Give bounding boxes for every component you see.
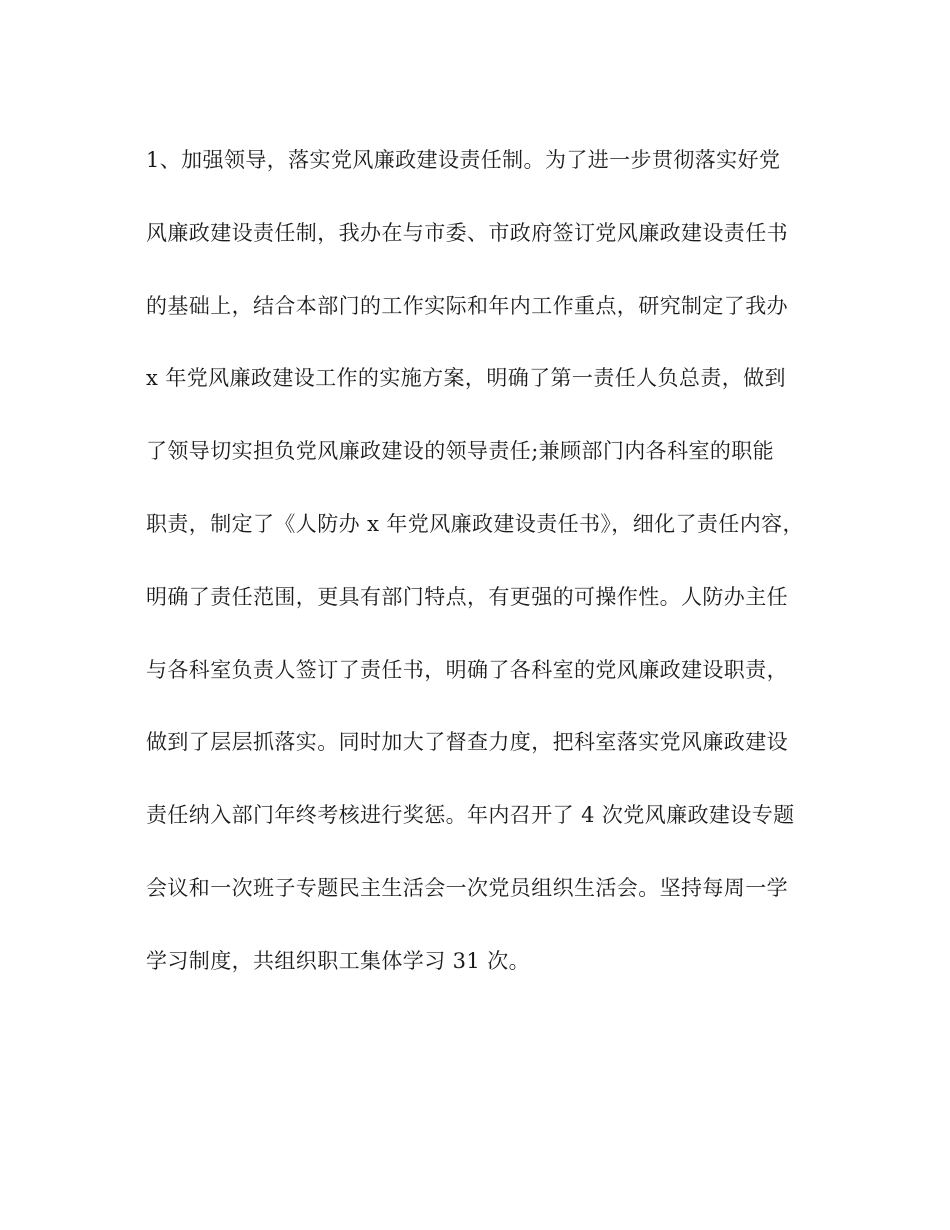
paragraph-line-4: x 年党风廉政建设工作的实施方案，明确了第一责任人负总责，做到 xyxy=(146,366,786,391)
paragraph-line-5: 了领导切实担负党风廉政建设的领导责任;兼顾部门内各科室的职能 xyxy=(146,439,775,464)
paragraph-line-9: 做到了层层抓落实。同时加大了督查力度，把科室落实党风廉政建设 xyxy=(146,730,788,755)
paragraph-line-3: 的基础上，结合本部门的工作实际和年内工作重点，研究制定了我办 xyxy=(146,293,788,318)
paragraph-line-12: 学习制度，共组织职工集体学习 31 次。 xyxy=(146,948,531,973)
paragraph-line-10: 责任纳入部门年终考核进行奖惩。年内召开了 4 次党风廉政建设专题 xyxy=(146,803,795,828)
body-paragraph xyxy=(146,140,826,1014)
paragraph-line-11: 会议和一次班子专题民主生活会一次党员组织生活会。坚持每周一学 xyxy=(146,875,788,900)
paragraph-line-1: 1、加强领导，落实党风廉政建设责任制。为了进一步贯彻落实好党 xyxy=(146,148,781,172)
paragraph-line-6: 职责，制定了《人防办 x 年党风廉政建设责任书》，细化了责任内容， xyxy=(146,511,804,536)
paragraph-line-8: 与各科室负责人签订了责任书，明确了各科室的党风廉政建设职责， xyxy=(146,657,788,682)
paragraph-line-2: 风廉政建设责任制，我办在与市委、市政府签订党风廉政建设责任书 xyxy=(146,220,788,245)
paragraph-line-7: 明确了责任范围，更具有部门特点，有更强的可操作性。人防办主任 xyxy=(146,584,788,609)
